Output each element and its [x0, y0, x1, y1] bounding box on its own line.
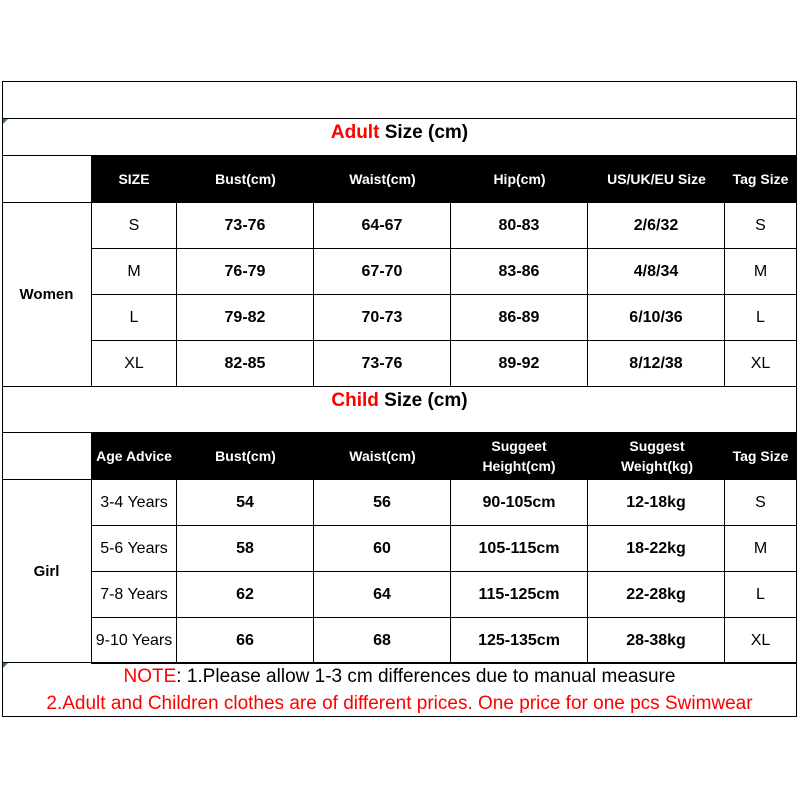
- child-row-4-bust: 66: [177, 618, 314, 664]
- adult-row-3-size: L: [91, 295, 177, 341]
- adult-row-2-bust: 76-79: [177, 249, 314, 295]
- header-tag-size: Tag Size: [732, 448, 789, 464]
- child-row-3-age-advice: 7-8 Years: [91, 572, 177, 618]
- adult-row-3-waist: 70-73: [314, 295, 451, 341]
- divider: [2, 118, 797, 119]
- adult-row-3-bust: 79-82: [177, 295, 314, 341]
- adult-row-4-size: XL: [91, 341, 177, 387]
- divider: [91, 432, 92, 480]
- adult-row-4-us-uk-eu-size: 8/12/38: [588, 341, 725, 387]
- header-bust: Bust(cm): [215, 171, 276, 187]
- child-row-4-weight: 28-38kg: [588, 618, 725, 664]
- adult-header-row: [91, 156, 796, 202]
- header-hip: Hip(cm): [493, 171, 546, 187]
- divider: [2, 386, 797, 387]
- adult-row-4-hip: 89-92: [451, 341, 588, 387]
- child-size-title: Child Size (cm): [331, 390, 468, 411]
- child-header-row: [91, 433, 796, 479]
- adult-row-1-tag-size: S: [725, 203, 796, 249]
- header-bust: Bust(cm): [215, 448, 276, 464]
- child-row-1-waist: 56: [314, 480, 451, 526]
- child-row-3-weight: 22-28kg: [588, 572, 725, 618]
- adult-row-2-size: M: [91, 249, 177, 295]
- group-label-girl: Girl: [2, 480, 92, 662]
- child-row-3-waist: 64: [314, 572, 451, 618]
- adult-row-1-waist: 64-67: [314, 203, 451, 249]
- child-row-2-height: 105-115cm: [451, 526, 588, 572]
- adult-row-4-bust: 82-85: [177, 341, 314, 387]
- adult-size-title: Adult Size (cm): [330, 122, 469, 143]
- header-suggest-height: Suggeet Height(cm): [482, 438, 556, 474]
- adult-row-1-size: S: [91, 203, 177, 249]
- group-label-women: Women: [2, 203, 92, 386]
- child-row-1-weight: 12-18kg: [588, 480, 725, 526]
- child-row-1-bust: 54: [177, 480, 314, 526]
- adult-row-4-tag-size: XL: [725, 341, 796, 387]
- child-row-4-height: 125-135cm: [451, 618, 588, 664]
- adult-row-2-us-uk-eu-size: 4/8/34: [588, 249, 725, 295]
- adult-row-2-waist: 67-70: [314, 249, 451, 295]
- header-size: SIZE: [118, 171, 150, 187]
- header-age-advice: Age Advice: [96, 448, 172, 464]
- child-row-3-height: 115-125cm: [451, 572, 588, 618]
- adult-row-3-us-uk-eu-size: 6/10/36: [588, 295, 725, 341]
- adult-row-3-hip: 86-89: [451, 295, 588, 341]
- child-row-2-bust: 58: [177, 526, 314, 572]
- adult-row-2-tag-size: M: [725, 249, 796, 295]
- header-us-uk-eu-size: US/UK/EU Size: [607, 171, 706, 187]
- header-suggest-weight: Suggest Weight(kg): [620, 438, 694, 474]
- header-waist: Waist(cm): [349, 448, 416, 464]
- child-row-2-weight: 18-22kg: [588, 526, 725, 572]
- child-row-4-tag-size: XL: [725, 618, 796, 664]
- child-row-1-height: 90-105cm: [451, 480, 588, 526]
- adult-row-1-us-uk-eu-size: 2/6/32: [588, 203, 725, 249]
- note-line-1: NOTE: 1.Please allow 1-3 cm differences due to manual measure: [123, 666, 676, 687]
- adult-row-1-bust: 73-76: [177, 203, 314, 249]
- note-line-2: 2.Adult and Children clothes are of different prices. One price for one pcs Swimwear: [46, 693, 753, 714]
- child-row-2-waist: 60: [314, 526, 451, 572]
- adult-row-3-tag-size: L: [725, 295, 796, 341]
- child-row-3-tag-size: L: [725, 572, 796, 618]
- child-row-2-age-advice: 5-6 Years: [91, 526, 177, 572]
- header-waist: Waist(cm): [349, 171, 416, 187]
- divider: [2, 662, 797, 663]
- child-row-3-bust: 62: [177, 572, 314, 618]
- child-row-4-age-advice: 9-10 Years: [91, 618, 177, 664]
- adult-row-2-hip: 83-86: [451, 249, 588, 295]
- child-row-2-tag-size: M: [725, 526, 796, 572]
- divider: [91, 155, 92, 203]
- header-tag-size: Tag Size: [732, 171, 789, 187]
- child-row-1-age-advice: 3-4 Years: [91, 480, 177, 526]
- child-row-4-waist: 68: [314, 618, 451, 664]
- adult-row-1-hip: 80-83: [451, 203, 588, 249]
- child-row-1-tag-size: S: [725, 480, 796, 526]
- adult-row-4-waist: 73-76: [314, 341, 451, 387]
